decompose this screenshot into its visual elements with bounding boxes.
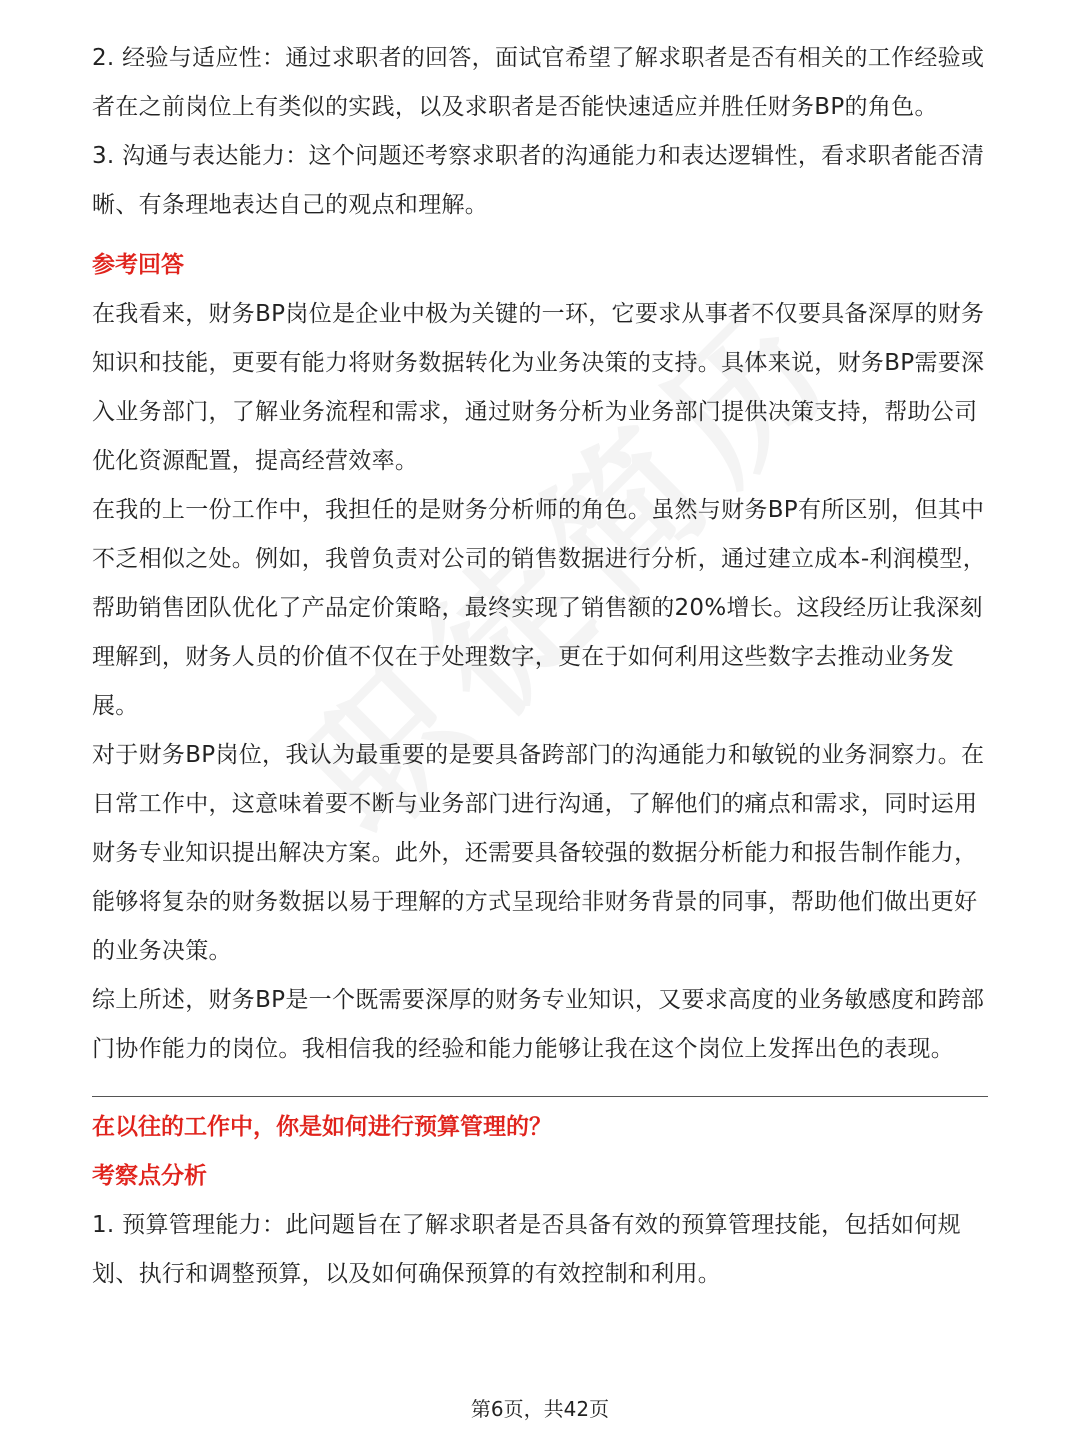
analysis-point-1: 1. 预算管理能力：此问题旨在了解求职者是否具备有效的预算管理技能，包括如何规划、执行和调整预算，以及如何确保预算的有效控制和利用。 — [92, 1212, 961, 1287]
document-page — [92, 34, 992, 1299]
question-heading: 在以往的工作中，你是如何进行预算管理的？ — [92, 1114, 552, 1140]
answer-paragraph: 在我看来，财务BP岗位是企业中极为关键的一环，它要求从事者不仅要具备深厚的财务知识和技能，更要有能力将财务数据转化为业务决策的支持。具体来说，财务BP需要深入业务部门，了解业务流程和需求，通过财务分析为业务部门提供决策支持，帮助公司优化资源配置，提高经营效率。 — [92, 301, 985, 474]
analysis-point-2: 2. 经验与适应性：通过求职者的回答，面试官希望了解求职者是否有相关的工作经验或者在之前岗位上有类似的实践，以及求职者是否能快速适应并胜任财务BP的角色。 — [92, 45, 985, 120]
page-indicator: 第6页，共42页 — [470, 1397, 610, 1421]
answer-paragraph: 在我的上一份工作中，我担任的是财务分析师的角色。虽然与财务BP有所区别，但其中不乏相似之处。例如，我曾负责对公司的销售数据进行分析，通过建立成本-利润模型，帮助销售团队优化了产品定价策略，最终实现了销售额的20%增长。这段经历让我深刻理解到，财务人员的价值不仅在于处理数字，更在于如何利用这些数字去推动业务发展。 — [92, 497, 986, 719]
analysis-heading: 考察点分析 — [92, 1163, 207, 1189]
section-divider — [92, 1096, 988, 1097]
answer-paragraph: 综上所述，财务BP是一个既需要深厚的财务专业知识，又要求高度的业务敏感度和跨部门协作能力的岗位。我相信我的经验和能力能够让我在这个岗位上发挥出色的表现。 — [92, 987, 985, 1062]
analysis-point-3: 3. 沟通与表达能力：这个问题还考察求职者的沟通能力和表达逻辑性，看求职者能否清晰、有条理地表达自己的观点和理解。 — [92, 143, 985, 218]
reference-answer-heading: 参考回答 — [92, 252, 184, 278]
answer-paragraph: 对于财务BP岗位，我认为最重要的是要具备跨部门的沟通能力和敏锐的业务洞察力。在日常工作中，这意味着要不断与业务部门进行沟通，了解他们的痛点和需求，同时运用财务专业知识提出解决方案。此外，还需要具备较强的数据分析能力和报告制作能力，能够将复杂的财务数据以易于理解的方式呈现给非财务背景的同事，帮助他们做出更好的业务决策。 — [92, 742, 985, 964]
